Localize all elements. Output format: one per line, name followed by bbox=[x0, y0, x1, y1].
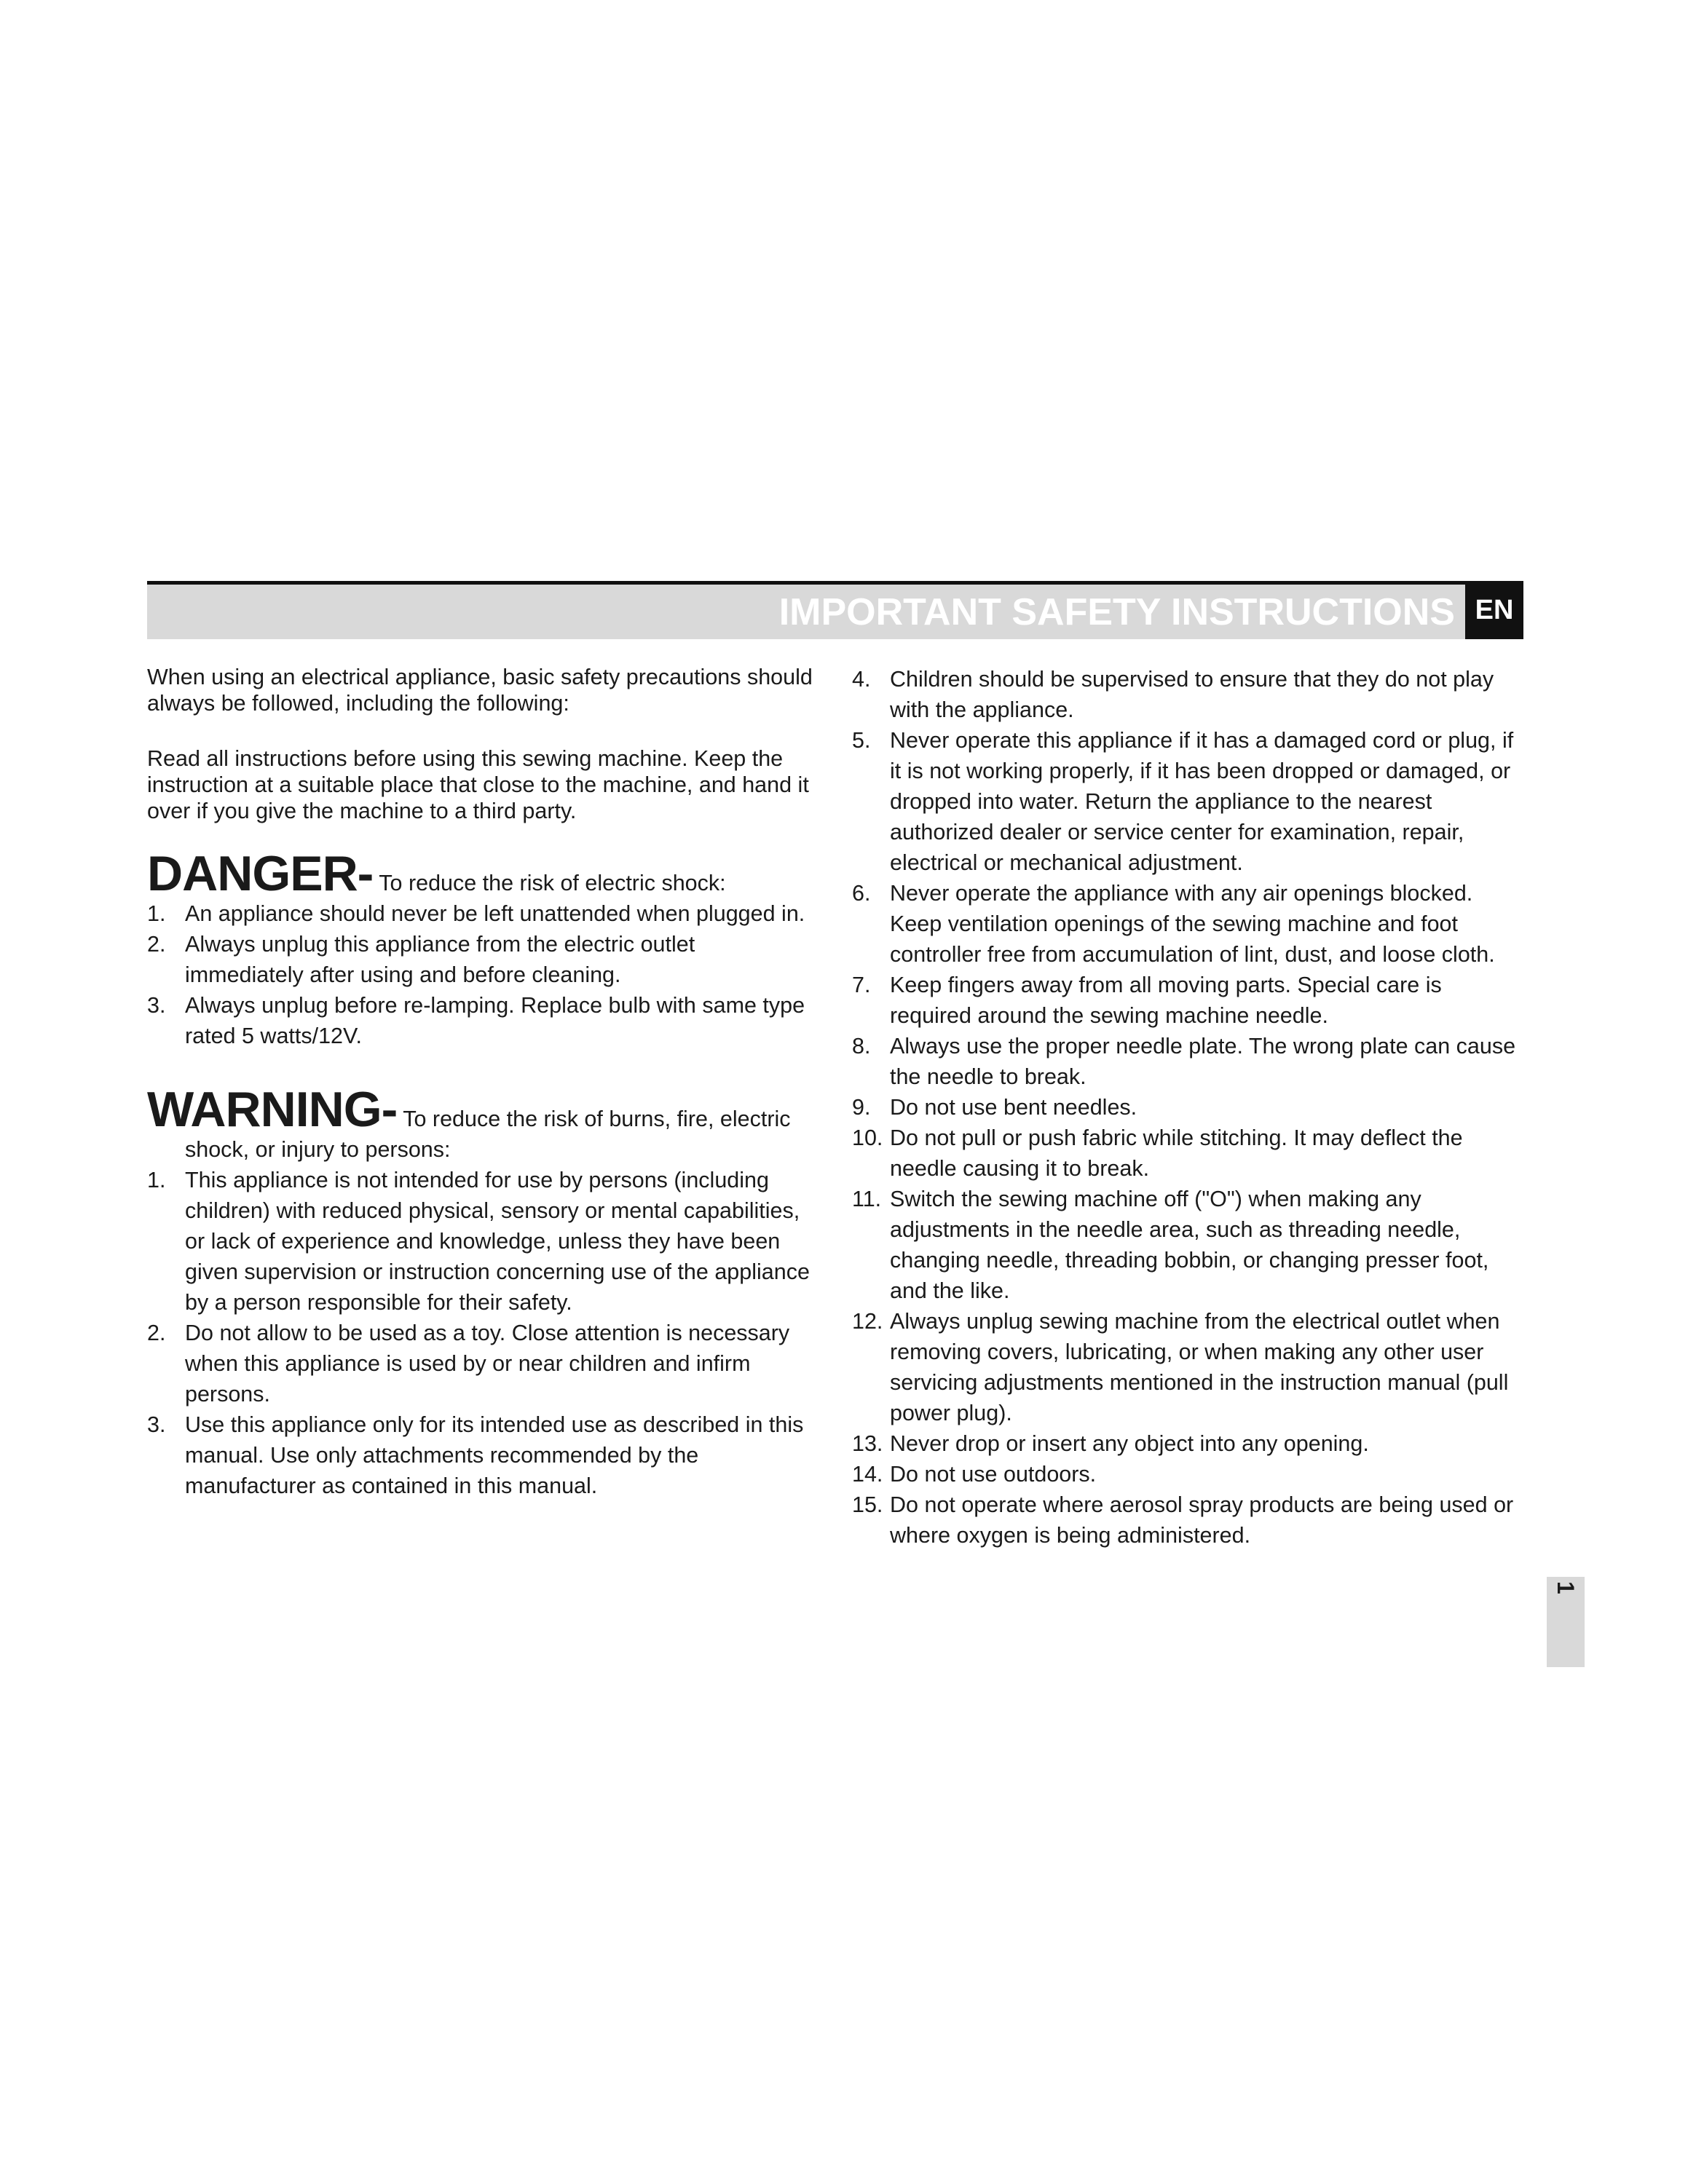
left-column bbox=[147, 664, 817, 1501]
warning-list-part1 bbox=[147, 1165, 817, 1501]
danger-heading bbox=[147, 846, 817, 901]
list-item: 8. Always use the proper needle plate. The wrong plate can cause the needle to break. bbox=[852, 1034, 1516, 1089]
list-item: 1. An appliance should never be left unattended when plugged in. bbox=[147, 901, 805, 926]
list-item: 13. Never drop or insert any object into any opening. bbox=[852, 1431, 1369, 1456]
list-item: 5. Never operate this appliance if it has a damaged cord or plug, if it is not working properly, if it has been dropped or damaged, or dropped into water. Return the appliance to the nearest authorized dealer or service center for examination, repair, electrical or mechanical adjustment. bbox=[852, 728, 1514, 875]
list-item: 10. Do not pull or push fabric while stitching. It may deflect the needle causing it to break. bbox=[852, 1125, 1463, 1181]
warning-label: WARNING- bbox=[147, 1082, 398, 1137]
warning-heading bbox=[147, 1082, 817, 1165]
list-item: 3. Use this appliance only for its intended use as described in this manual. Use only attachments recommended by the manufacturer as contained in this manual. bbox=[147, 1412, 804, 1498]
list-item: 14. Do not use outdoors. bbox=[852, 1462, 1097, 1487]
list-item: 2. Do not allow to be used as a toy. Close attention is necessary when this appliance is used by or near children and infirm persons. bbox=[147, 1321, 790, 1406]
danger-subtitle: To reduce the risk of electric shock: bbox=[379, 871, 726, 895]
danger-list bbox=[147, 898, 817, 1051]
list-item: 1. This appliance is not intended for use by persons (including children) with reduced physical, sensory or mental capabilities, or lack of experience and knowledge, unless they have been given supervision or instruction concerning use of the appliance by a person responsible for their safety. bbox=[147, 1168, 810, 1315]
list-item: 15. Do not operate where aerosol spray products are being used or where oxygen is being administered. bbox=[852, 1492, 1514, 1548]
list-item: 4. Children should be supervised to ensure that they do not play with the appliance. bbox=[852, 667, 1494, 722]
list-item: 12. Always unplug sewing machine from the electrical outlet when removing covers, lubricating, or when making any other user servicing adjustments mentioned in the instruction manual (pull power plug). bbox=[852, 1309, 1509, 1425]
section-title: IMPORTANT SAFETY INSTRUCTIONS bbox=[778, 591, 1455, 633]
warning-subtitle-continued: shock, or injury to persons: bbox=[185, 1137, 451, 1162]
list-item: 9. Do not use bent needles. bbox=[852, 1095, 1137, 1120]
list-item: 3. Always unplug before re-lamping. Replace bulb with same type rated 5 watts/12V. bbox=[147, 993, 805, 1048]
list-item: 2. Always unplug this appliance from the electric outlet immediately after using and before cleaning. bbox=[147, 932, 695, 987]
list-item: 7. Keep fingers away from all moving parts. Special care is required around the sewing machine needle. bbox=[852, 973, 1442, 1028]
warning-subtitle: To reduce the risk of burns, fire, electric bbox=[403, 1107, 791, 1131]
warning-list-part2 bbox=[852, 664, 1529, 1551]
right-column bbox=[852, 664, 1529, 1551]
danger-label: DANGER- bbox=[147, 846, 374, 901]
list-item: 6. Never operate the appliance with any air openings blocked. Keep ventilation openings of the sewing machine and foot controller free from accumulation of lint, dust, and loose cloth. bbox=[852, 881, 1495, 967]
page-number-tab bbox=[1547, 1577, 1585, 1667]
intro-paragraph: When using an electrical appliance, basic safety precautions should always be followed, including the following: bbox=[147, 665, 813, 716]
section-header-bar bbox=[147, 581, 1523, 639]
list-item: 11. Switch the sewing machine off ("O") when making any adjustments in the needle area, such as threading needle, changing needle, threading bobbin, or changing presser foot, and the like. bbox=[852, 1187, 1489, 1303]
page-number: 1 bbox=[1553, 1581, 1579, 1594]
language-badge: EN bbox=[1465, 581, 1523, 639]
read-instructions-paragraph: Read all instructions before using this sewing machine. Keep the instruction at a suitable place that close to the machine, and hand it over if you give the machine to a third party. bbox=[147, 746, 809, 823]
